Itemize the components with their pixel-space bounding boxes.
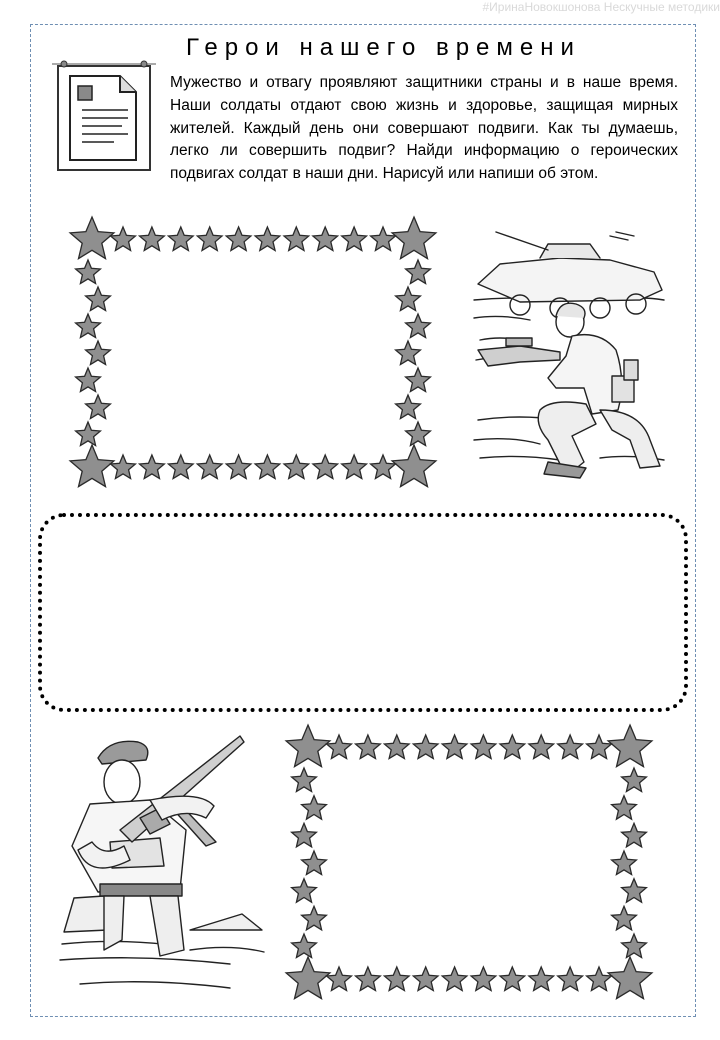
page-title: Герои нашего времени	[186, 34, 581, 61]
answer-box[interactable]	[38, 513, 688, 712]
watermark: #ИринаНовокшонова Нескучные методики	[482, 0, 720, 14]
intro-paragraph: Мужество и отвагу проявляют защитники страны и в наше время. Наши солдаты отдают свою жизнь и здоровье, защищая мирных жителей. Каждый день они совершают подвиги. Как ты думаешь, легко ли совершить подвиг? Найди информацию о героических подвигах солдат в наши дни. Нарисуй или напиши об этом.	[170, 74, 678, 183]
